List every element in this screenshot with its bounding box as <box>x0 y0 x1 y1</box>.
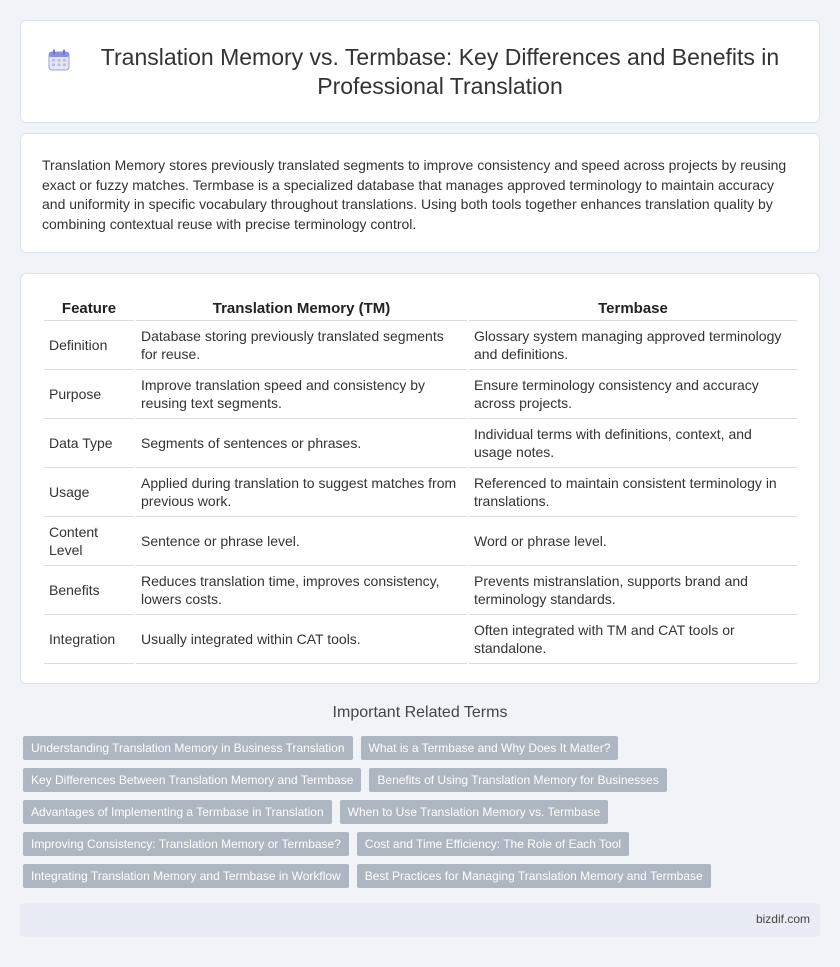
comparison-table-card <box>20 273 820 684</box>
related-terms-list <box>23 736 823 896</box>
feature-cell: Definition <box>44 321 134 370</box>
related-terms-title: Important Related Terms <box>332 704 508 721</box>
intro-card <box>20 133 820 253</box>
feature-cell: Content Level <box>44 517 134 566</box>
termbase-cell: Word or phrase level. <box>469 517 797 566</box>
related-term-link[interactable]: Cost and Time Efficiency: The Role of Each Tool <box>357 832 629 856</box>
column-header-termbase: Termbase <box>469 294 797 321</box>
table-row <box>44 615 797 664</box>
tm-cell: Applied during translation to suggest matches from previous work. <box>136 468 467 517</box>
tag-row <box>23 736 823 760</box>
related-term-link[interactable]: What is a Termbase and Why Does It Matter? <box>361 736 619 760</box>
intro-paragraph: Translation Memory stores previously translated segments to improve consistency and speed across projects by reusing exact or fuzzy matches. Termbase is a specialized database that manages approved terminology to maintain accuracy and uniformity in specific vocabulary throughout translations. Using both tools together enhances translation quality by combining contextual reuse with precise terminology control. <box>42 157 787 232</box>
comparison-table <box>42 294 799 664</box>
related-term-link[interactable]: Understanding Translation Memory in Business Translation <box>23 736 353 760</box>
termbase-cell: Individual terms with definitions, context, and usage notes. <box>469 419 797 468</box>
column-header-feature: Feature <box>44 294 134 321</box>
feature-cell: Benefits <box>44 566 134 615</box>
table-row <box>44 468 797 517</box>
table-header-row <box>44 294 797 321</box>
footer <box>20 903 820 937</box>
table-row <box>44 517 797 566</box>
related-term-link[interactable]: Key Differences Between Translation Memory and Termbase <box>23 768 361 792</box>
tm-cell: Sentence or phrase level. <box>136 517 467 566</box>
tm-cell: Reduces translation time, improves consistency, lowers costs. <box>136 566 467 615</box>
related-term-link[interactable]: Advantages of Implementing a Termbase in Translation <box>23 800 332 824</box>
table-row <box>44 419 797 468</box>
termbase-cell: Prevents mistranslation, supports brand and terminology standards. <box>469 566 797 615</box>
related-term-link[interactable]: Best Practices for Managing Translation Memory and Termbase <box>357 864 711 888</box>
tag-row <box>23 768 823 792</box>
feature-cell: Data Type <box>44 419 134 468</box>
tm-cell: Improve translation speed and consistency by reusing text segments. <box>136 370 467 419</box>
column-header-translation-memory: Translation Memory (TM) <box>136 294 467 321</box>
tm-cell: Segments of sentences or phrases. <box>136 419 467 468</box>
related-term-link[interactable]: Benefits of Using Translation Memory for Businesses <box>369 768 666 792</box>
tag-row <box>23 864 823 888</box>
termbase-cell: Often integrated with TM and CAT tools or standalone. <box>469 615 797 664</box>
termbase-cell: Ensure terminology consistency and accuracy across projects. <box>469 370 797 419</box>
site-brand-link[interactable]: bizdif.com <box>755 912 810 926</box>
tm-cell: Usually integrated within CAT tools. <box>136 615 467 664</box>
tag-row <box>23 832 823 856</box>
related-term-link[interactable]: Integrating Translation Memory and Termbase in Workflow <box>23 864 349 888</box>
feature-cell: Purpose <box>44 370 134 419</box>
header-card <box>20 20 820 123</box>
feature-cell: Integration <box>44 615 134 664</box>
table-row <box>44 370 797 419</box>
related-term-link[interactable]: Improving Consistency: Translation Memory or Termbase? <box>23 832 349 856</box>
tag-row <box>23 800 823 824</box>
tm-cell: Database storing previously translated segments for reuse. <box>136 321 467 370</box>
page-title: Translation Memory vs. Termbase: Key Differences and Benefits in Professional Translation <box>100 43 780 99</box>
table-row <box>44 321 797 370</box>
table-row <box>44 566 797 615</box>
termbase-cell: Glossary system managing approved terminology and definitions. <box>469 321 797 370</box>
related-term-link[interactable]: When to Use Translation Memory vs. Termbase <box>340 800 609 824</box>
termbase-cell: Referenced to maintain consistent terminology in translations. <box>469 468 797 517</box>
feature-cell: Usage <box>44 468 134 517</box>
